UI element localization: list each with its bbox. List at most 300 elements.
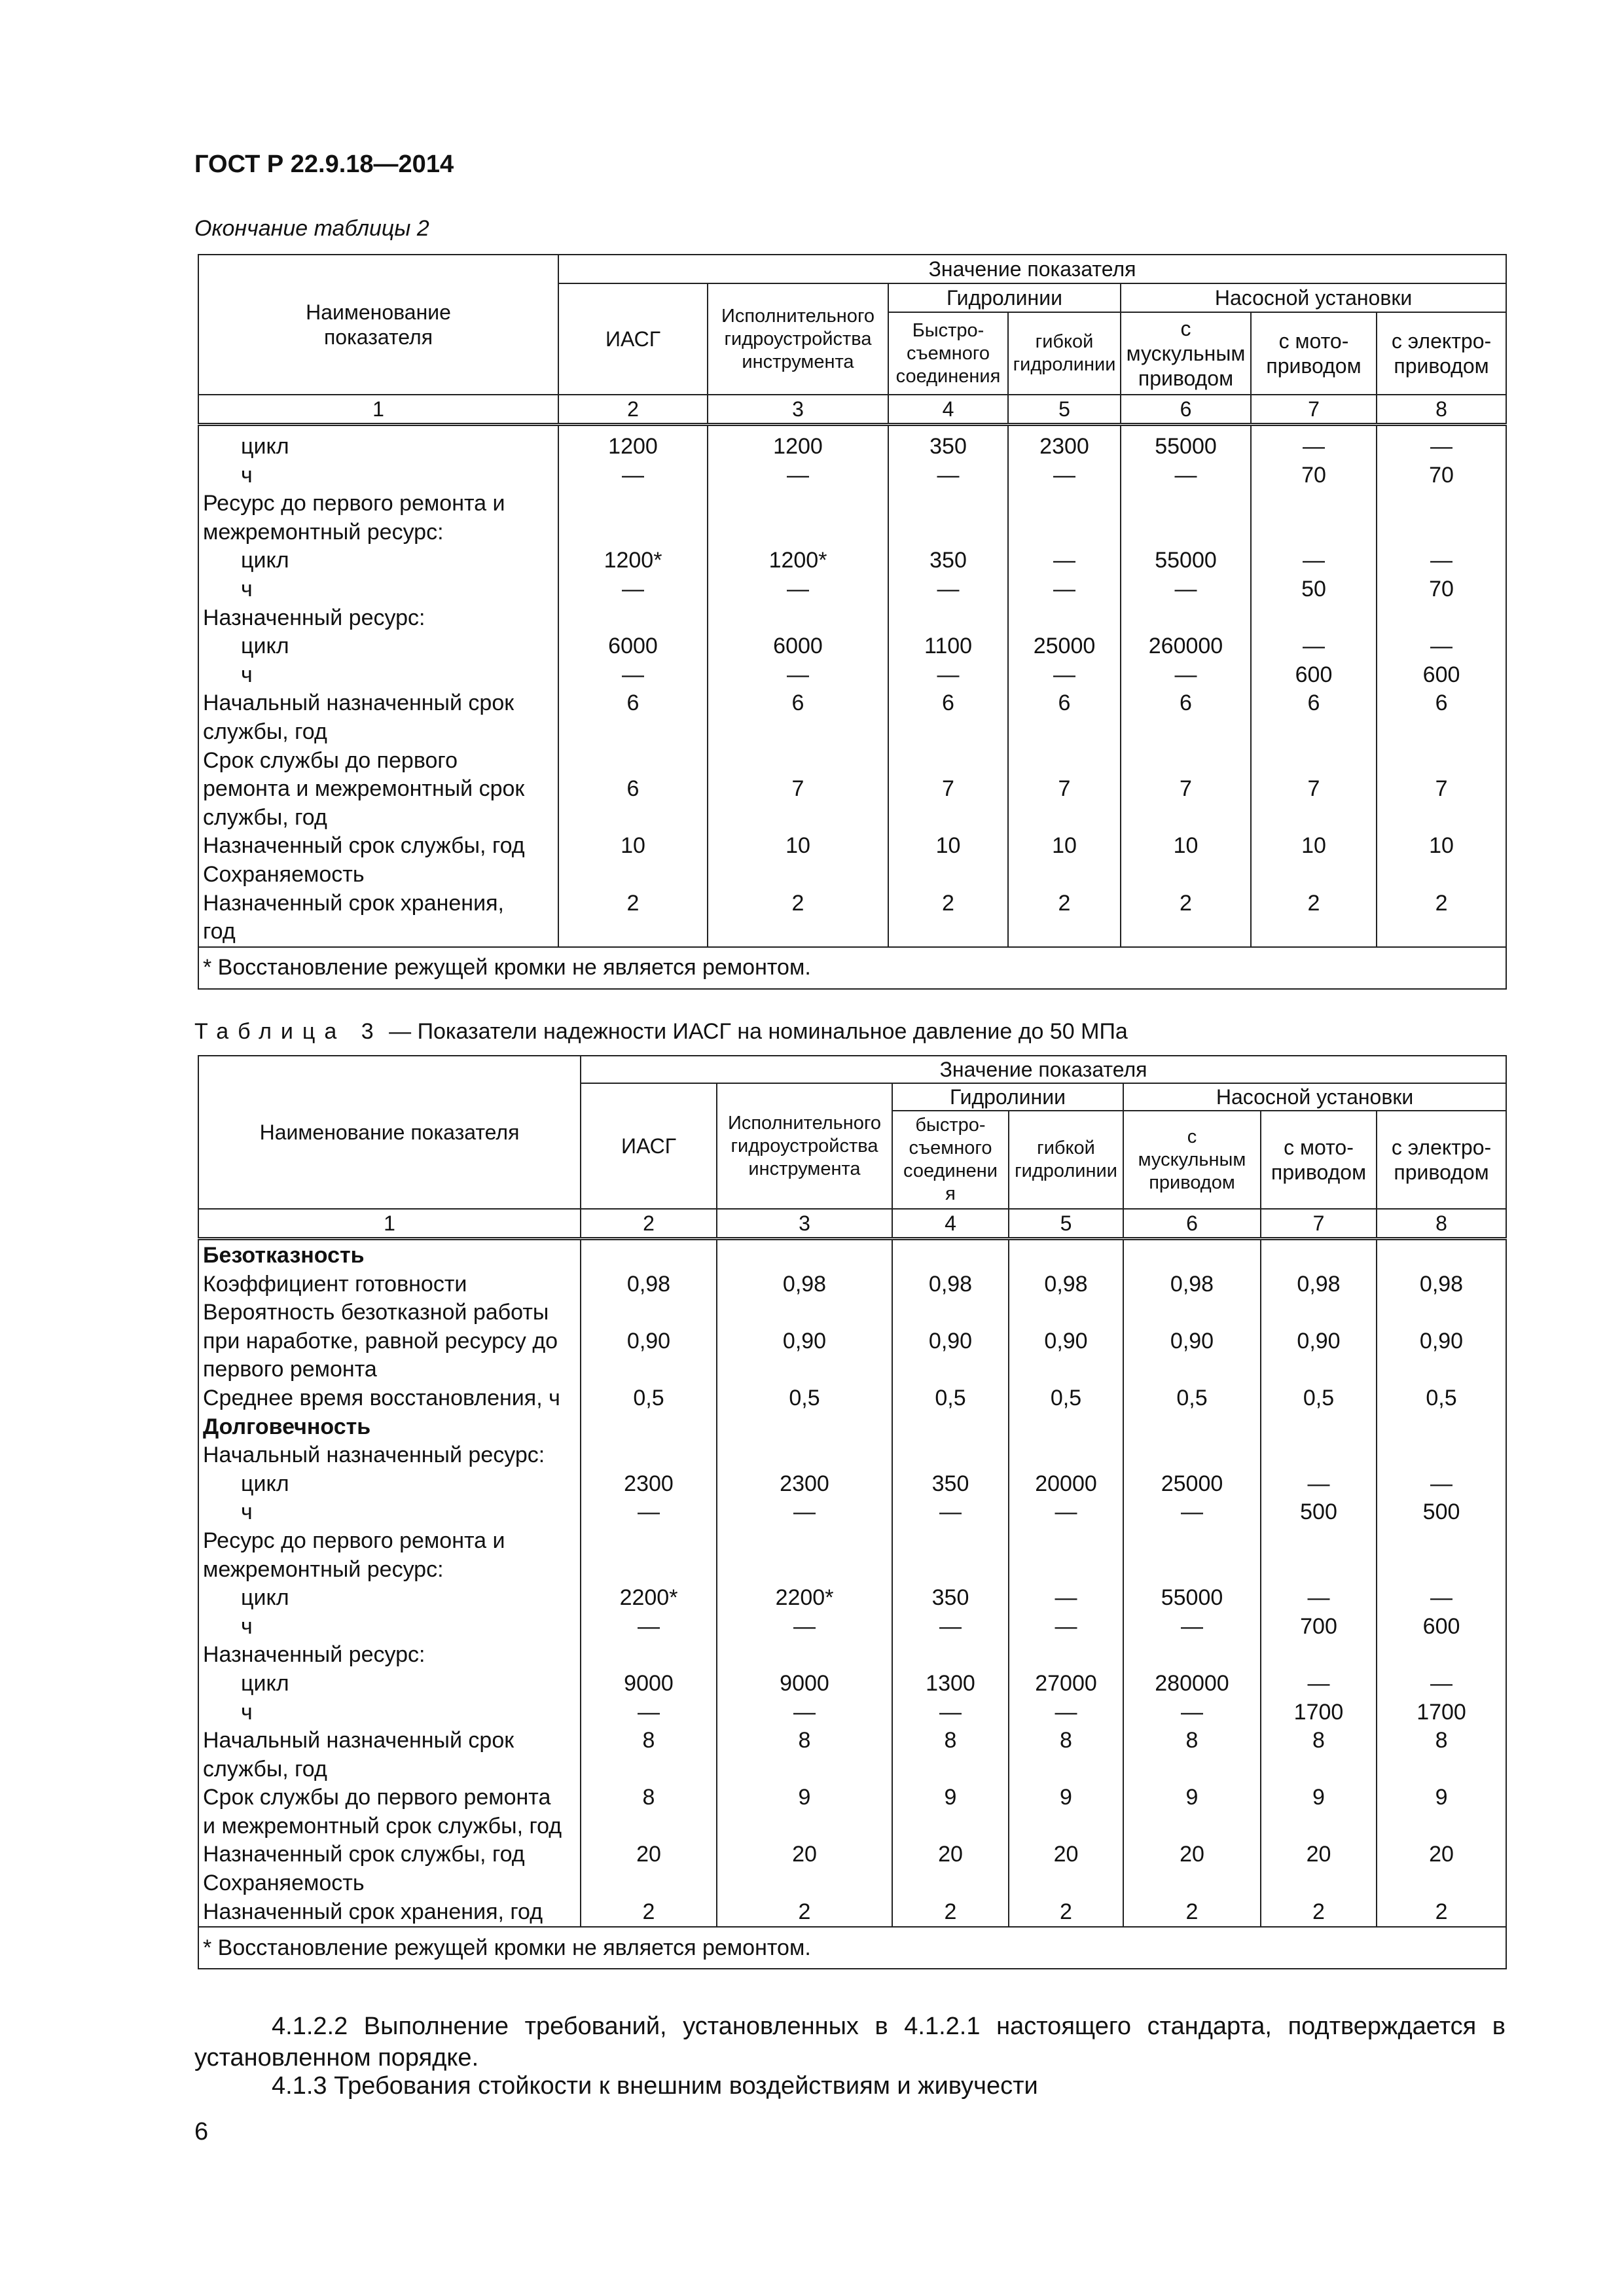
cell-value: 0,5 bbox=[935, 1385, 966, 1410]
cell-value bbox=[717, 1441, 892, 1470]
header-electric-drive: с электро- приводом bbox=[1377, 1111, 1506, 1209]
row-label-line: Срок службы до первого ремонта bbox=[203, 1785, 551, 1810]
row-label-line: Начальный назначенный срок bbox=[203, 1728, 514, 1753]
cell-value: — bbox=[1430, 1585, 1453, 1611]
iasg-column bbox=[581, 1239, 717, 1928]
cell-value bbox=[1124, 1812, 1260, 1841]
cell-value: — bbox=[622, 576, 644, 601]
cell-value bbox=[708, 490, 888, 518]
row-label-line: Коэффициент готовности bbox=[203, 1271, 467, 1297]
iasg-column bbox=[558, 425, 708, 947]
cell-value: 10 bbox=[1052, 833, 1077, 859]
cell-value bbox=[1009, 1556, 1123, 1585]
cell-value bbox=[717, 1812, 892, 1841]
cell-value bbox=[1124, 1556, 1260, 1585]
cell-value: 700 bbox=[1300, 1613, 1337, 1639]
cell-value bbox=[717, 1527, 892, 1556]
cell-value: — bbox=[1181, 1699, 1203, 1725]
cell-value: 7 bbox=[791, 776, 804, 802]
cell-value bbox=[1377, 518, 1506, 547]
cell-value: 0,90 bbox=[928, 1328, 973, 1354]
paragraph-4-1-3-heading: 4.1.3 Требования стойкости к внешним воздействиям и живучести bbox=[272, 2072, 1038, 2100]
cell-value: 2 bbox=[942, 890, 954, 916]
cell-value bbox=[1121, 804, 1250, 833]
cell-value: 55000 bbox=[1155, 548, 1217, 573]
cell-value bbox=[1124, 1413, 1260, 1442]
cell-value bbox=[1261, 1299, 1376, 1327]
cell-value: 9 bbox=[798, 1785, 811, 1810]
cell-value: — bbox=[937, 662, 960, 687]
header-flexible-hydroline: гибкой гидролинии bbox=[1008, 312, 1121, 395]
cell-value bbox=[559, 490, 707, 518]
cell-value: 10 bbox=[785, 833, 810, 859]
cell-value bbox=[889, 747, 1007, 776]
cell-value bbox=[1252, 804, 1376, 833]
cell-value: 2200* bbox=[775, 1585, 834, 1611]
cell-value bbox=[581, 1869, 716, 1898]
cell-value: — bbox=[1055, 1699, 1077, 1725]
cell-value: 6 bbox=[791, 691, 804, 716]
cell-value bbox=[581, 1441, 716, 1470]
table-footnote: * Восстановление режущей кромки не является ремонтом. bbox=[198, 1927, 1506, 1969]
cell-value bbox=[1377, 1413, 1506, 1442]
cell-value: 0,5 bbox=[1176, 1385, 1208, 1410]
row-label-line: Сохраняемость bbox=[203, 861, 365, 887]
quick-coupling-column bbox=[888, 425, 1008, 947]
row-label-line: цикл bbox=[241, 548, 289, 573]
cell-value: — bbox=[793, 1699, 816, 1725]
cell-value: — bbox=[1174, 462, 1197, 488]
row-label-line: ч bbox=[241, 1499, 253, 1525]
cell-value bbox=[581, 1556, 716, 1585]
col-num: 7 bbox=[1261, 1209, 1377, 1239]
cell-value: 0,90 bbox=[782, 1328, 827, 1354]
col-num: 2 bbox=[558, 395, 708, 425]
header-quick-coupling: быстро- съемного соединени я bbox=[892, 1111, 1009, 1209]
cell-value: — bbox=[1307, 1670, 1330, 1696]
cell-value bbox=[1377, 804, 1506, 833]
cell-value: 20 bbox=[636, 1842, 661, 1867]
cell-value: 25000 bbox=[1161, 1471, 1223, 1496]
cell-value bbox=[1009, 1869, 1123, 1898]
cell-value bbox=[1377, 1869, 1506, 1898]
row-label-line: Начальный назначенный ресурс: bbox=[203, 1443, 545, 1468]
cell-value bbox=[893, 1869, 1008, 1898]
cell-value: 7 bbox=[1058, 776, 1071, 802]
cell-value: 0,90 bbox=[626, 1328, 671, 1354]
cell-value bbox=[1124, 1641, 1260, 1670]
cell-value bbox=[708, 604, 888, 633]
row-label-line: Начальный назначенный срок bbox=[203, 691, 514, 716]
cell-value: 8 bbox=[798, 1728, 811, 1753]
cell-value bbox=[1252, 718, 1376, 747]
muscle-drive-column bbox=[1123, 1239, 1261, 1928]
column-numbers-row bbox=[198, 395, 1506, 425]
cell-value: — bbox=[937, 576, 960, 601]
cell-value bbox=[1124, 1755, 1260, 1784]
col-num: 4 bbox=[888, 395, 1008, 425]
header-actuator: Исполнительного гидроустройства инструмента bbox=[708, 283, 888, 395]
cell-value: 0,98 bbox=[928, 1271, 973, 1297]
cell-value: — bbox=[1430, 548, 1453, 573]
cell-value bbox=[1124, 1527, 1260, 1556]
cell-value bbox=[708, 747, 888, 776]
cell-value bbox=[1377, 1527, 1506, 1556]
cell-value: 10 bbox=[1429, 833, 1454, 859]
cell-value: 1200* bbox=[604, 548, 662, 573]
header-hydrolines: Гидролинии bbox=[892, 1083, 1123, 1111]
cell-value: 0,90 bbox=[1170, 1328, 1214, 1354]
row-label-line: Среднее время восстановления, ч bbox=[203, 1385, 560, 1410]
cell-value: 2 bbox=[626, 890, 640, 916]
cell-value bbox=[889, 518, 1007, 547]
cell-value bbox=[1009, 918, 1120, 946]
row-label-line: Назначенный ресурс: bbox=[203, 605, 425, 630]
cell-value: 500 bbox=[1300, 1499, 1337, 1525]
table-footnote: * Восстановление режущей кромки не является ремонтом. bbox=[198, 947, 1506, 989]
cell-value: 1200 bbox=[608, 434, 658, 459]
flexible-hydroline-column bbox=[1009, 1239, 1123, 1928]
header-actuator: Исполнительного гидроустройства инструмента bbox=[717, 1083, 892, 1209]
cell-value bbox=[893, 1556, 1008, 1585]
cell-value bbox=[1377, 1641, 1506, 1670]
cell-value bbox=[1009, 604, 1120, 633]
cell-value: 20 bbox=[792, 1842, 817, 1867]
cell-value: 0,98 bbox=[782, 1271, 827, 1297]
cell-value: — bbox=[1181, 1499, 1203, 1525]
header-electric-drive: с электро- приводом bbox=[1377, 312, 1506, 395]
row-label-line: Безотказность bbox=[203, 1243, 365, 1268]
cell-value: 280000 bbox=[1155, 1670, 1229, 1696]
cell-value bbox=[1121, 604, 1250, 633]
col-num: 3 bbox=[717, 1209, 892, 1239]
cell-value: 0,5 bbox=[1303, 1385, 1335, 1410]
cell-value bbox=[1252, 604, 1376, 633]
cell-value: 8 bbox=[1312, 1728, 1325, 1753]
paragraph-4-1-2-2: 4.1.2.2 Выполнение требований, установленных в 4.1.2.1 настоящего стандарта, подтверждается в установленном порядке. bbox=[194, 2013, 1506, 2072]
cell-value bbox=[708, 718, 888, 747]
cell-value: — bbox=[1303, 434, 1325, 459]
row-label-line: ч bbox=[241, 1613, 253, 1639]
cell-value bbox=[581, 1641, 716, 1670]
cell-value bbox=[708, 918, 888, 946]
cell-value bbox=[581, 1527, 716, 1556]
cell-value bbox=[717, 1641, 892, 1670]
col-num: 1 bbox=[198, 395, 558, 425]
cell-value: — bbox=[939, 1699, 962, 1725]
cell-value bbox=[1009, 804, 1120, 833]
cell-value: — bbox=[787, 462, 809, 488]
cell-value: 350 bbox=[929, 434, 967, 459]
cell-value: 2 bbox=[791, 890, 804, 916]
row-label-line: Назначенный срок хранения, год bbox=[203, 1899, 543, 1924]
cell-value bbox=[717, 1299, 892, 1327]
cell-value: 0,98 bbox=[1170, 1271, 1214, 1297]
cell-value bbox=[581, 1355, 716, 1384]
cell-value bbox=[889, 861, 1007, 889]
cell-value bbox=[1377, 918, 1506, 946]
cell-value: 7 bbox=[942, 776, 954, 802]
cell-value: 0,5 bbox=[1050, 1385, 1082, 1410]
cell-value: 6 bbox=[626, 776, 640, 802]
cell-value bbox=[1252, 518, 1376, 547]
cell-value: 2300 bbox=[780, 1471, 829, 1496]
indicator-column bbox=[198, 1239, 581, 1928]
cell-value: — bbox=[1053, 662, 1075, 687]
cell-value: — bbox=[1430, 634, 1453, 659]
cell-value bbox=[1377, 1242, 1506, 1270]
cell-value: — bbox=[939, 1613, 962, 1639]
electric-drive-column bbox=[1377, 425, 1506, 947]
cell-value bbox=[581, 1413, 716, 1442]
actuator-column bbox=[708, 425, 888, 947]
quick-coupling-column bbox=[892, 1239, 1009, 1928]
cell-value bbox=[1377, 1812, 1506, 1841]
cell-value: 20 bbox=[1180, 1842, 1204, 1867]
col-num: 6 bbox=[1121, 395, 1251, 425]
cell-value: 2 bbox=[1307, 890, 1320, 916]
cell-value bbox=[893, 1755, 1008, 1784]
row-label-line: цикл bbox=[241, 634, 289, 659]
cell-value bbox=[1124, 1242, 1260, 1270]
cell-value bbox=[581, 1299, 716, 1327]
cell-value: — bbox=[622, 462, 644, 488]
header-muscle-drive: с мускульным приводом bbox=[1121, 312, 1251, 395]
cell-value: — bbox=[939, 1499, 962, 1525]
cell-value bbox=[1009, 1755, 1123, 1784]
cell-value: — bbox=[793, 1499, 816, 1525]
cell-value bbox=[1009, 1441, 1123, 1470]
cell-value: 6 bbox=[942, 691, 954, 716]
cell-value: 9 bbox=[944, 1785, 957, 1810]
cell-value: — bbox=[622, 662, 644, 687]
cell-value bbox=[559, 804, 707, 833]
cell-value: 6 bbox=[1058, 691, 1071, 716]
table-body bbox=[198, 1239, 1506, 1928]
cell-value: — bbox=[1303, 634, 1325, 659]
cell-value: — bbox=[1307, 1471, 1330, 1496]
cell-value bbox=[1377, 604, 1506, 633]
cell-value: — bbox=[1055, 1613, 1077, 1639]
cell-value: 2 bbox=[1060, 1899, 1072, 1924]
cell-value: 10 bbox=[1301, 833, 1326, 859]
cell-value: — bbox=[1174, 576, 1197, 601]
cell-value: — bbox=[1430, 1670, 1453, 1696]
row-label-line: первого ремонта bbox=[203, 1357, 377, 1382]
cell-value: 50 bbox=[1301, 576, 1326, 601]
cell-value: 600 bbox=[1295, 662, 1333, 687]
cell-value: 2300 bbox=[624, 1471, 674, 1496]
cell-value: — bbox=[1303, 548, 1325, 573]
cell-value bbox=[889, 718, 1007, 747]
row-label-line: Вероятность безотказной работы bbox=[203, 1300, 549, 1325]
cell-value bbox=[893, 1527, 1008, 1556]
row-label-line: ч bbox=[241, 1699, 253, 1725]
row-label-line: Ресурс до первого ремонта и bbox=[203, 1528, 505, 1553]
cell-value bbox=[717, 1242, 892, 1270]
cell-value bbox=[1261, 1812, 1376, 1841]
row-label-line: год bbox=[203, 919, 236, 944]
cell-value: 0,5 bbox=[1426, 1385, 1457, 1410]
cell-value bbox=[1009, 1413, 1123, 1442]
cell-value: 7 bbox=[1435, 776, 1448, 802]
motor-drive-column bbox=[1251, 425, 1377, 947]
cell-value: — bbox=[793, 1613, 816, 1639]
actuator-column bbox=[717, 1239, 892, 1928]
cell-value bbox=[1252, 747, 1376, 776]
cell-value bbox=[1121, 918, 1250, 946]
row-label-line: Сохраняемость bbox=[203, 1871, 365, 1896]
cell-value bbox=[1377, 1755, 1506, 1784]
cell-value: 25000 bbox=[1033, 634, 1096, 659]
cell-value: 7 bbox=[1307, 776, 1320, 802]
cell-value: 2 bbox=[1435, 1899, 1448, 1924]
table-body bbox=[198, 425, 1506, 947]
cell-value: 10 bbox=[1173, 833, 1199, 859]
cell-value: 55000 bbox=[1161, 1585, 1223, 1611]
cell-value: — bbox=[787, 662, 809, 687]
cell-value: — bbox=[1055, 1585, 1077, 1611]
cell-value bbox=[1261, 1413, 1376, 1442]
header-indicator-value: Значение показателя bbox=[558, 255, 1506, 283]
cell-value bbox=[1252, 861, 1376, 889]
row-label-line: межремонтный ресурс: bbox=[203, 519, 444, 545]
cell-value: — bbox=[937, 462, 960, 488]
cell-value: — bbox=[1053, 576, 1075, 601]
table-3-caption bbox=[194, 1019, 1128, 1045]
cell-value bbox=[1377, 1355, 1506, 1384]
cell-value: — bbox=[1430, 1471, 1453, 1496]
cell-value: 350 bbox=[929, 548, 967, 573]
cell-value: 8 bbox=[642, 1785, 655, 1810]
cell-value bbox=[1377, 1556, 1506, 1585]
cell-value: 1700 bbox=[1293, 1699, 1344, 1725]
cell-value: 1100 bbox=[924, 634, 973, 659]
cell-value: 9 bbox=[1435, 1785, 1448, 1810]
cell-value: — bbox=[1307, 1585, 1330, 1611]
cell-value: — bbox=[1053, 462, 1075, 488]
cell-value: 1200 bbox=[773, 434, 823, 459]
header-indicator-name: Наименование показателя bbox=[198, 1056, 581, 1209]
header-indicator-value: Значение показателя bbox=[581, 1056, 1506, 1083]
cell-value bbox=[1261, 1355, 1376, 1384]
row-label-line: цикл bbox=[241, 434, 289, 459]
cell-value bbox=[1009, 1641, 1123, 1670]
cell-value bbox=[1377, 747, 1506, 776]
row-label-line: службы, год bbox=[203, 719, 327, 744]
row-label-line: Назначенный срок хранения, bbox=[203, 890, 504, 916]
cell-value: 70 bbox=[1429, 462, 1454, 488]
cell-value: 6 bbox=[1307, 691, 1320, 716]
cell-value: 20 bbox=[1429, 1842, 1454, 1867]
cell-value: 9000 bbox=[624, 1670, 674, 1696]
header-hydrolines: Гидролинии bbox=[888, 283, 1121, 312]
cell-value bbox=[1009, 1355, 1123, 1384]
header-pump-unit: Насосной установки bbox=[1121, 283, 1506, 312]
col-num: 6 bbox=[1123, 1209, 1261, 1239]
cell-value: 600 bbox=[1422, 662, 1460, 687]
cell-value: 20 bbox=[938, 1842, 963, 1867]
cell-value: 1700 bbox=[1416, 1699, 1466, 1725]
cell-value: — bbox=[1181, 1613, 1203, 1639]
row-label-line: при наработке, равной ресурсу до bbox=[203, 1328, 558, 1354]
cell-value bbox=[1009, 1242, 1123, 1270]
cell-value: 0,5 bbox=[633, 1385, 664, 1410]
row-label-line: цикл bbox=[241, 1471, 289, 1496]
cell-value bbox=[1261, 1441, 1376, 1470]
cell-value: 6000 bbox=[608, 634, 658, 659]
col-num: 8 bbox=[1377, 395, 1506, 425]
cell-value: 6 bbox=[1180, 691, 1192, 716]
cell-value bbox=[717, 1355, 892, 1384]
cell-value: 8 bbox=[1435, 1728, 1448, 1753]
cell-value bbox=[559, 718, 707, 747]
flexible-hydroline-column bbox=[1008, 425, 1121, 947]
row-label-line: ремонта и межремонтный срок bbox=[203, 776, 525, 802]
row-label-line: ч bbox=[241, 576, 253, 601]
cell-value: 70 bbox=[1429, 576, 1454, 601]
cell-value bbox=[581, 1812, 716, 1841]
cell-value: 2200* bbox=[619, 1585, 678, 1611]
cell-value: — bbox=[1430, 434, 1453, 459]
cell-value bbox=[1261, 1242, 1376, 1270]
cell-value: 2 bbox=[798, 1899, 811, 1924]
cell-value bbox=[1121, 518, 1250, 547]
cell-value bbox=[1261, 1755, 1376, 1784]
cell-value bbox=[1252, 918, 1376, 946]
row-label-line: и межремонтный срок службы, год bbox=[203, 1813, 562, 1839]
cell-value bbox=[1377, 861, 1506, 889]
cell-value: 0,90 bbox=[1044, 1328, 1088, 1354]
header-motor-drive: с мото- приводом bbox=[1261, 1111, 1377, 1209]
indicator-column bbox=[198, 425, 558, 947]
cell-value bbox=[893, 1242, 1008, 1270]
cell-value: 1200* bbox=[768, 548, 827, 573]
cell-value bbox=[893, 1641, 1008, 1670]
cell-value: 8 bbox=[1185, 1728, 1199, 1753]
cell-value: — bbox=[787, 576, 809, 601]
row-label-line: Назначенный срок службы, год bbox=[203, 833, 525, 859]
cell-value bbox=[1121, 747, 1250, 776]
cell-value bbox=[581, 1755, 716, 1784]
cell-value: 8 bbox=[944, 1728, 957, 1753]
cell-value bbox=[1009, 718, 1120, 747]
cell-value: 600 bbox=[1422, 1613, 1460, 1639]
col-num: 3 bbox=[708, 395, 888, 425]
cell-value: 10 bbox=[935, 833, 961, 859]
header-flexible-hydroline: гибкой гидролинии bbox=[1009, 1111, 1123, 1209]
cell-value bbox=[1009, 1812, 1123, 1841]
cell-value: 2 bbox=[1180, 890, 1192, 916]
cell-value bbox=[1377, 1299, 1506, 1327]
col-num: 5 bbox=[1009, 1209, 1123, 1239]
cell-value: 0,90 bbox=[1419, 1328, 1464, 1354]
cell-value bbox=[1009, 490, 1120, 518]
cell-value: 7 bbox=[1180, 776, 1192, 802]
cell-value bbox=[1124, 1441, 1260, 1470]
cell-value: 8 bbox=[1060, 1728, 1072, 1753]
row-label-line: Назначенный срок службы, год bbox=[203, 1842, 525, 1867]
cell-value bbox=[717, 1869, 892, 1898]
cell-value: 9 bbox=[1060, 1785, 1072, 1810]
cell-value bbox=[1009, 1299, 1123, 1327]
row-label-line: ч bbox=[241, 462, 253, 488]
row-label-line: Долговечность bbox=[203, 1414, 371, 1439]
cell-value: 0,98 bbox=[1297, 1271, 1341, 1297]
cell-value: 2 bbox=[1185, 1899, 1199, 1924]
cell-value: 27000 bbox=[1035, 1670, 1097, 1696]
table-3-title: — Показатели надежности ИАСГ на номинальное давление до 50 МПа bbox=[382, 1019, 1128, 1044]
